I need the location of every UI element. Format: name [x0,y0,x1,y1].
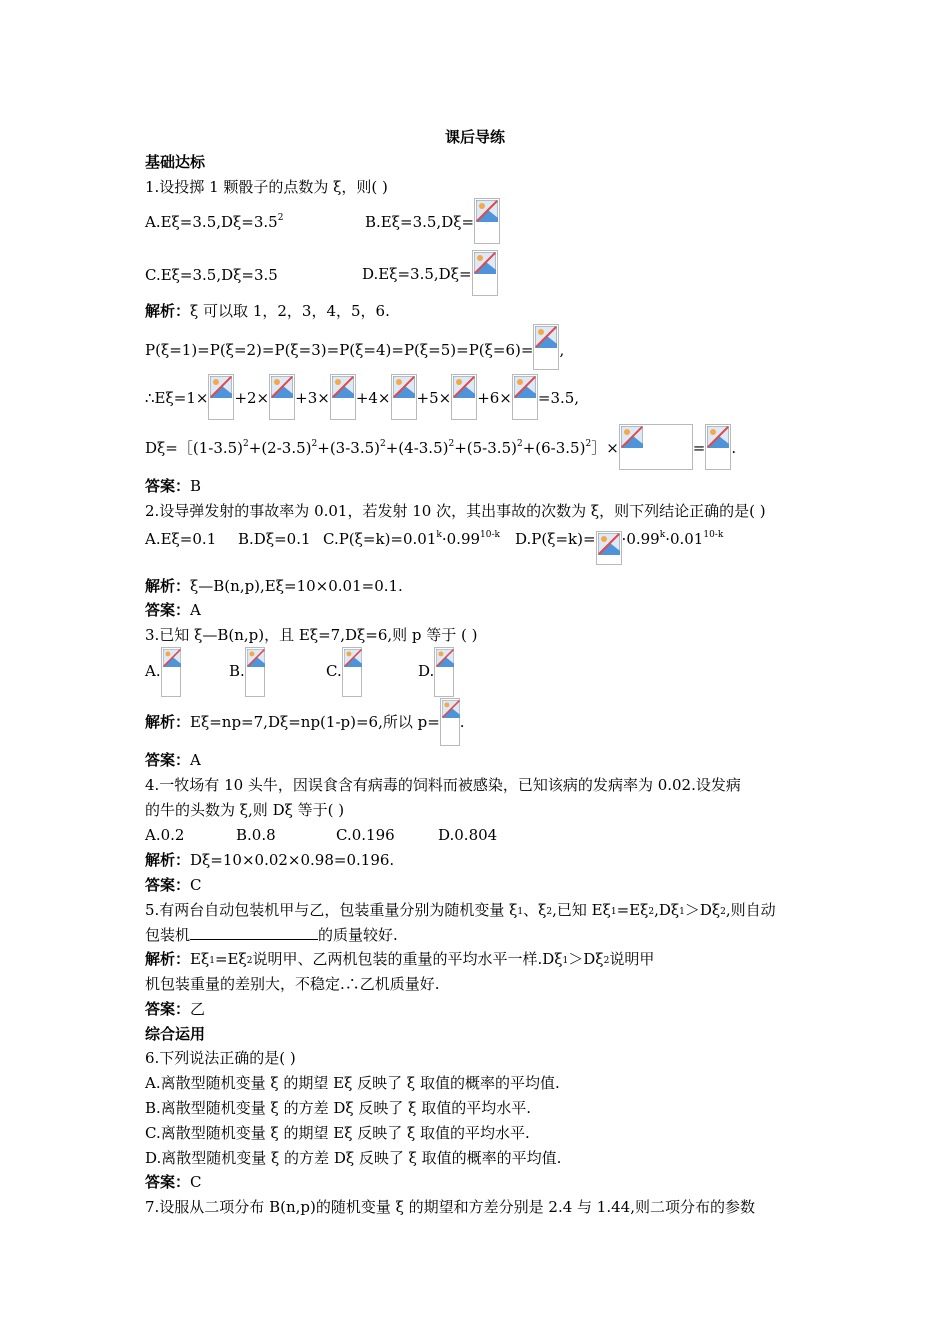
q2-stem: 2.设导弹发射的事故率为 0.01，若发射 10 次，其出事故的次数为 ξ，则下列结论正确的是( ) [145,502,766,520]
q6-stem: 6.下列说法正确的是( ) [145,1049,296,1067]
q1-stem: 1.设投掷 1 颗骰子的点数为 ξ，则( ) [145,178,388,196]
image-placeholder-icon [474,198,500,244]
q1-option-b: B.Eξ=3.5,Dξ= [365,198,500,244]
image-placeholder-icon [269,374,295,420]
q2-option-a: A.Eξ=0.1 [145,530,217,548]
q1-option-d: D.Eξ=3.5,Dξ= [362,250,498,296]
page-title: 课后导练 [444,128,505,146]
q6-answer: 答案：C [145,1173,202,1191]
q5-analysis-line1: 解析：$E\xi_1=E\xi_2$说明甲、乙两机包装的重量的平均水平一样$.D\xi_1>D\xi_2$说明甲 [145,950,655,968]
image-placeholder-icon [512,374,538,420]
image-placeholder-icon [434,647,454,697]
q5-analysis-line2: 机包装重量的差别大，不稳定.∴乙机质量好. [145,975,440,993]
q2-analysis: 解析：ξ—B(n,p),Eξ=10×0.01=0.1. [145,577,403,595]
q3-answer: 答案：A [145,751,201,769]
image-placeholder-icon [440,698,460,746]
q6-option-d: D.离散型随机变量 ξ 的方差 Dξ 反映了 ξ 取值的概率的平均值. [145,1149,562,1167]
q3-option-d: D. [418,647,454,697]
q2-answer: 答案：A [145,601,201,619]
answer-blank [190,925,318,940]
q4-stem-line1: 4.一牧场有 10 头牛，因误食含有病毒的饲料而被感染，已知该病的发病率为 0.02.设发病 [145,776,741,794]
q3-analysis: 解析：Eξ=np=7,Dξ=np(1-p)=6,所以 p= . [145,698,465,746]
q2-option-b: B.Dξ=0.1 [238,530,311,548]
q3-stem: 3.已知 ξ—B(n,p)，且 Eξ=7,Dξ=6,则 p 等于 ( ) [145,626,478,644]
image-placeholder-icon [161,647,181,697]
section-comprehensive: 综合运用 [145,1025,206,1043]
section-basic: 基础达标 [145,153,206,171]
q1-expectation-line: ∴Eξ=1× +2× +3× +4× +5× +6× =3.5, [145,374,579,420]
q4-analysis: 解析：Dξ=10×0.02×0.98=0.196. [145,851,395,869]
q4-answer: 答案：C [145,876,202,894]
q3-option-a: A. [145,647,181,697]
image-placeholder-icon [596,531,622,565]
q4-option-d: D.0.804 [438,826,498,844]
q1-option-c: C.Eξ=3.5,Dξ=3.5 [145,266,278,284]
q4-option-a: A.0.2 [145,826,185,844]
q6-option-a: A.离散型随机变量 ξ 的期望 Eξ 反映了 ξ 取值的概率的平均值. [145,1074,560,1092]
image-placeholder-icon [619,424,693,470]
q5-stem-line2: 包装机 的质量较好. [145,926,398,944]
q4-stem-line2: 的牛的头数为 ξ,则 Dξ 等于( ) [145,801,345,819]
q7-stem: 7.设服从二项分布 B(n,p)的随机变量 ξ 的期望和方差分别是 2.4 与 1.44,则二项分布的参数 [145,1198,755,1216]
q5-answer: 答案：乙 [145,1000,206,1018]
q1-analysis: 解析：ξ 可以取 1，2，3，4，5，6. [145,302,390,320]
image-placeholder-icon [705,424,731,470]
image-placeholder-icon [330,374,356,420]
q6-option-b: B.离散型随机变量 ξ 的方差 Dξ 反映了 ξ 取值的平均水平. [145,1099,531,1117]
image-placeholder-icon [451,374,477,420]
q1-probability-line: P(ξ=1)=P(ξ=2)=P(ξ=3)=P(ξ=4)=P(ξ=5)=P(ξ=6)= , [145,324,564,370]
q1-variance-line: $D\xi=[(1-3.5)^2+(2-3.5)^2+(3-3.5)^2+(4-3.5)^2+(5-3.5)^2+(6-3.5)^2]\times$ = . [145,424,736,470]
q6-option-c: C.离散型随机变量 ξ 的期望 Eξ 反映了 ξ 取值的平均水平. [145,1124,530,1142]
image-placeholder-icon [472,250,498,296]
q2-option-d: D.P(ξ=k)= $\cdot 0.99^k\cdot 0.01^{10-k}$ [515,529,723,565]
q4-option-c: C.0.196 [336,826,395,844]
image-placeholder-icon [245,647,265,697]
image-placeholder-icon [391,374,417,420]
q5-stem-line1: 5.有两台自动包装机甲与乙，包装重量分别为随机变量 $\xi_1$、$\xi_2$,已知 $E\xi_1=E\xi_2,D\xi_1>D\xi_2$,则自动 [145,901,776,919]
q4-option-b: B.0.8 [236,826,276,844]
image-placeholder-icon [342,647,362,697]
q3-option-c: C. [326,647,362,697]
image-placeholder-icon [533,324,559,370]
q1-option-a: $A.E\xi=3.5,D\xi=3.5^2$ [145,213,284,231]
image-placeholder-icon [208,374,234,420]
q1-answer: 答案：B [145,477,202,495]
q3-option-b: B. [229,647,265,697]
q2-option-c: $C.P(\xi=k)=0.01^k\cdot 0.99^{10-k}$ [323,530,500,548]
